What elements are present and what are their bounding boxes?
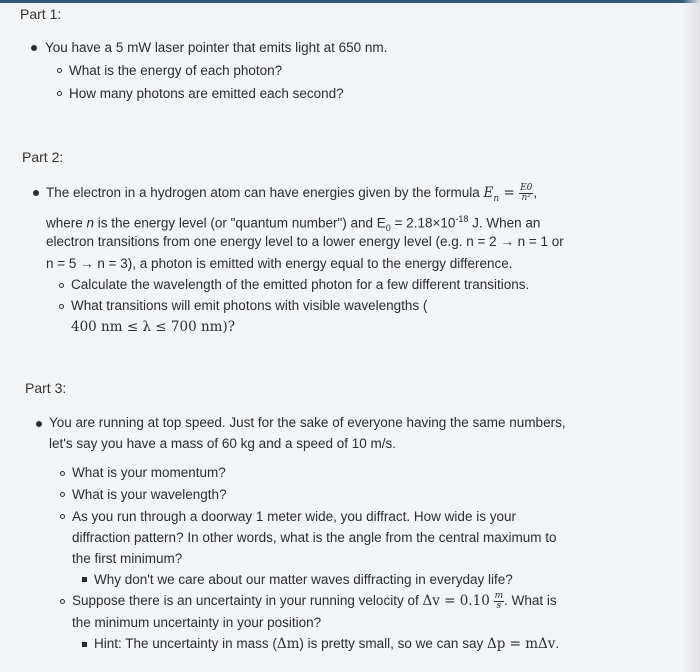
part3-sub-4-line-2: the minimum uncertainty in your position? <box>72 615 322 630</box>
part2-title: Part 2: <box>22 149 64 165</box>
part3-bullet-line-1: You are running at top speed. Just for the sake of everyone having the same numbers, <box>49 415 566 430</box>
text-run: = 2.18×10 <box>390 215 456 231</box>
formula-numerator: E0 <box>520 183 533 193</box>
part1-title: Part 1: <box>20 6 62 22</box>
page-edge-shadow <box>682 0 700 672</box>
bullet-circle-icon <box>59 283 64 288</box>
part2-bullet-line-4: n = 5 → n = 3), a photon is emitted with energy equal to the energy difference. <box>46 256 513 271</box>
part2-sub-2-line-2: 400 nm ≤ λ ≤ 700 nm)? <box>71 319 235 335</box>
bullet-disc-icon <box>36 421 42 427</box>
part1-bullet: You have a 5 mW laser pointer that emits light at 650 nm. <box>45 40 388 55</box>
formula-eq: = <box>499 185 520 202</box>
part3-sub-1: What is your momentum? <box>72 465 226 480</box>
text-run: ) is pretty small, so we can say <box>299 636 487 651</box>
formula-sub: n <box>493 193 500 204</box>
part3-sub-3-line-3: the first minimum? <box>72 551 183 566</box>
part2-sub-1: Calculate the wavelength of the emitted photon for a few different transitions. <box>71 277 530 292</box>
text-run: -18 <box>455 214 469 224</box>
part3-sub-2: What is your wavelength? <box>72 487 227 502</box>
bullet-disc-icon <box>33 190 39 196</box>
part2-bullet-line-1 <box>46 184 537 208</box>
part3-title: Part 3: <box>25 380 67 396</box>
bullet-circle-icon <box>59 304 64 309</box>
part1-sub-1: What is the energy of each photon? <box>69 63 283 78</box>
text-run: J. When an <box>468 215 541 231</box>
part3-bullet-line-2: let's say you have a mass of 60 kg and a speed of 10 m/s. <box>49 436 397 451</box>
bullet-circle-icon <box>60 492 65 497</box>
part1-sub-2: How many photons are emitted each second? <box>69 86 344 101</box>
bullet-circle-icon <box>60 599 65 604</box>
part3-sub-3-line-2: diffraction pattern? In other words, what is the angle from the central maximum to <box>72 530 557 545</box>
fraction-numerator: m <box>494 591 504 601</box>
formula-fraction <box>519 184 533 203</box>
bullet-circle-icon <box>57 68 62 73</box>
part3-sub-4-line-1 <box>72 592 557 611</box>
text-run: n <box>86 215 95 231</box>
math-delta-p: Δp = mΔv <box>486 636 556 652</box>
text-run: , <box>533 185 538 201</box>
bullet-circle-icon <box>57 91 62 96</box>
bullet-square-icon <box>82 642 87 647</box>
text-run: . What is <box>504 593 557 609</box>
bullet-disc-icon <box>31 45 37 51</box>
math-delta-m: Δm <box>276 636 300 652</box>
text-run: . <box>555 636 560 651</box>
formula-lhs: E <box>483 185 494 202</box>
fraction-denominator: s <box>496 601 502 611</box>
bullet-circle-icon <box>60 471 65 476</box>
bullet-circle-icon <box>60 514 65 519</box>
text-run: The electron in a hydrogen atom can have energies given by the formula <box>46 185 484 201</box>
part3-subsub-1: Why don't we care about our matter waves diffracting in everyday life? <box>94 572 513 587</box>
text-run: 0 <box>385 223 391 234</box>
part2-sub-2-line-1: What transitions will emit photons with visible wavelengths ( <box>71 298 428 313</box>
text-run: Hint: The uncertainty in mass ( <box>94 636 277 651</box>
text-run: where <box>46 215 87 231</box>
formula-denominator: n² <box>521 193 531 203</box>
part3-hint <box>94 635 559 653</box>
bullet-square-icon <box>82 577 87 582</box>
math-fraction <box>494 592 505 611</box>
part2-bullet-line-3: electron transitions from one energy level to a lower energy level (e.g. n = 2 → n = 1 or <box>46 234 564 249</box>
math-delta-v: Δv = 0.10 <box>422 593 490 610</box>
text-run: is the energy level (or "quantum number") and E <box>94 215 386 231</box>
part3-sub-3-line-1: As you run through a doorway 1 meter wide, you diffract. How wide is your <box>72 509 516 524</box>
text-run: Suppose there is an uncertainty in your running velocity of <box>72 593 423 609</box>
